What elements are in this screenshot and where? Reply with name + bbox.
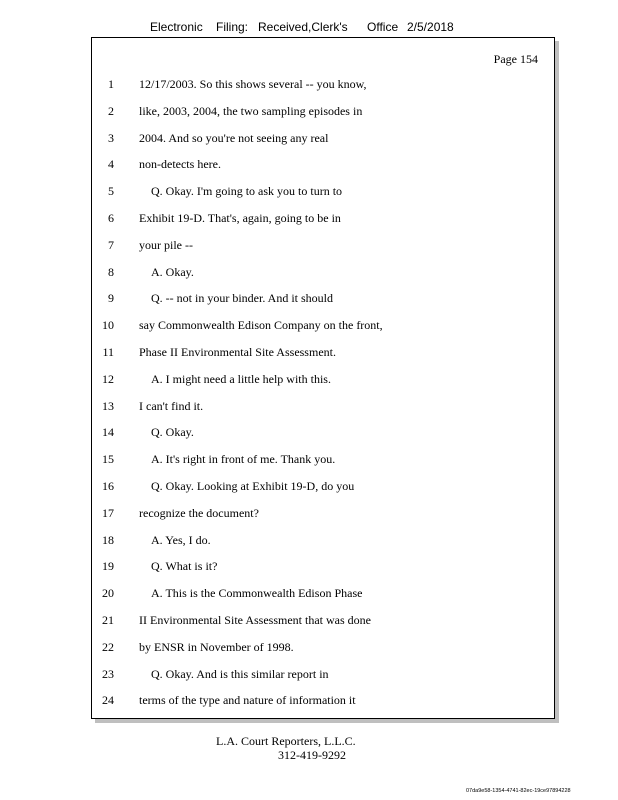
- line-number: 6: [108, 210, 114, 225]
- transcript-line: Q. Okay. I'm going to ask you to turn to: [151, 184, 343, 199]
- line-number: 18: [102, 532, 114, 547]
- line-number: 14: [102, 425, 114, 440]
- transcript-page: [91, 37, 555, 719]
- transcript-line: by ENSR in November of 1998.: [139, 639, 294, 654]
- filing-stamp-word: Electronic: [150, 20, 203, 34]
- transcript-line: II Environmental Site Assessment that was done: [139, 612, 371, 627]
- transcript-line: A. Yes, I do.: [151, 532, 211, 547]
- transcript-line: 12/17/2003. So this shows several -- you know,: [139, 77, 367, 91]
- line-number: 3: [108, 130, 114, 145]
- court-reporter-name: L.A. Court Reporters, L.L.C.: [216, 734, 356, 748]
- line-number: 17: [102, 505, 114, 520]
- transcript-line: Q. Okay. Looking at Exhibit 19-D, do you: [151, 478, 355, 493]
- filing-stamp-date: 2/5/2018: [407, 20, 454, 34]
- line-number: 15: [102, 452, 114, 467]
- transcript-line: recognize the document?: [139, 505, 259, 520]
- filing-stamp-header: [0, 20, 618, 36]
- transcript-line: Q. -- not in your binder. And it should: [151, 291, 333, 306]
- line-number: 20: [102, 586, 114, 601]
- transcript-line: I can't find it.: [139, 398, 204, 413]
- transcript-line: A. It's right in front of me. Thank you.: [151, 452, 336, 467]
- line-number: 7: [108, 237, 114, 252]
- filing-stamp-word: Filing:: [216, 20, 249, 34]
- document-hash: 07da9e58-1354-4741-82ec-19ce97894228: [466, 788, 571, 794]
- line-number: 9: [108, 291, 114, 306]
- line-number: 23: [102, 666, 114, 681]
- line-number: 12: [102, 371, 114, 386]
- line-number: 5: [108, 184, 114, 199]
- transcript-line: like, 2003, 2004, the two sampling episodes in: [139, 103, 363, 118]
- line-number: 10: [102, 318, 114, 333]
- transcript-line: Q. Okay. And is this similar report in: [151, 666, 329, 681]
- line-number: 16: [102, 478, 114, 493]
- line-number: 22: [102, 639, 114, 654]
- line-number: 19: [102, 559, 114, 574]
- transcript-line: 2004. And so you're not seeing any real: [139, 130, 329, 145]
- transcript-line: terms of the type and nature of information it: [139, 693, 356, 708]
- court-reporter-phone: 312-419-9292: [278, 748, 346, 762]
- line-number-column: [92, 71, 114, 714]
- line-number: 11: [102, 344, 114, 359]
- line-number: 4: [108, 157, 114, 172]
- transcript-line: your pile --: [139, 237, 193, 252]
- transcript-line: Phase II Environmental Site Assessment.: [139, 344, 336, 359]
- transcript-text-column: [139, 71, 544, 714]
- transcript-line: say Commonwealth Edison Company on the front,: [139, 318, 383, 333]
- line-number: 2: [108, 103, 114, 118]
- line-number: 21: [102, 612, 114, 627]
- transcript-line: Q. Okay.: [151, 425, 194, 440]
- filing-stamp-word: Office: [367, 20, 399, 34]
- transcript-line: Q. What is it?: [151, 559, 218, 574]
- line-number: 8: [108, 264, 114, 279]
- transcript-line: non-detects here.: [139, 157, 221, 172]
- transcript-line: A. Okay.: [151, 264, 194, 279]
- line-number: 13: [102, 398, 114, 413]
- line-number: 1: [108, 77, 114, 91]
- line-number: 24: [102, 693, 114, 708]
- filing-stamp-word: Received,Clerk's: [258, 20, 348, 34]
- page-number: Page 154: [493, 52, 538, 66]
- transcript-line: Exhibit 19-D. That's, again, going to be in: [139, 210, 341, 225]
- transcript-line: A. I might need a little help with this.: [151, 371, 331, 386]
- transcript-line: A. This is the Commonwealth Edison Phase: [151, 586, 363, 601]
